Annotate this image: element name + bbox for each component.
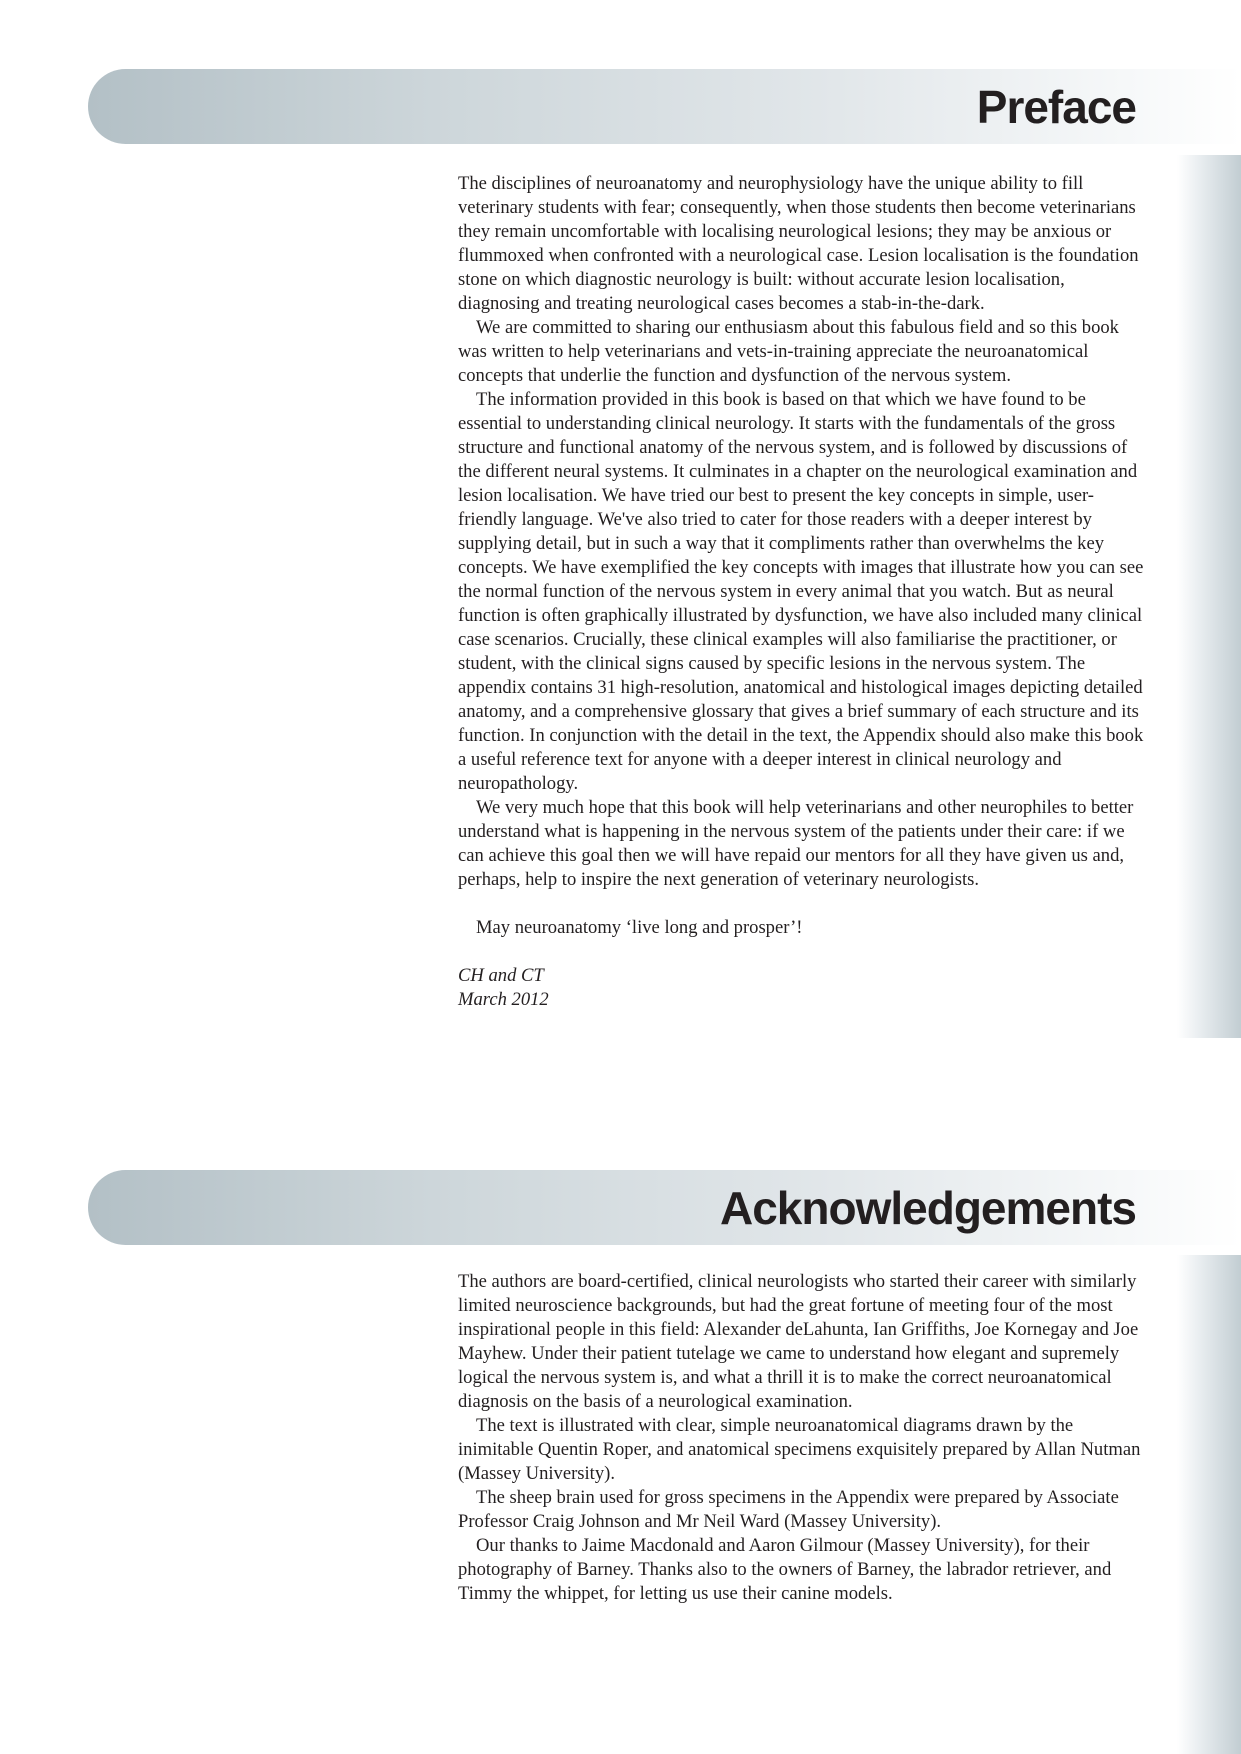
page-edge-decoration bbox=[1177, 1255, 1241, 1754]
signature-date: March 2012 bbox=[458, 989, 549, 1010]
preface-heading: Preface bbox=[976, 80, 1136, 133]
acknowledgements-paragraph: Our thanks to Jaime Macdonald and Aaron Gilmour (Massey University), for their photography of Barney. Thanks also to the owners of Barney, the labrador retriever, and Timmy the whippet, for letting us use their canine models. bbox=[458, 1535, 1112, 1604]
preface-body bbox=[458, 172, 1148, 1012]
acknowledgements-paragraph: The text is illustrated with clear, simple neuroanatomical diagrams drawn by the inimitable Quentin Roper, and anatomical specimens exquisitely prepared by Allan Nutman (Massey University). bbox=[458, 1415, 1141, 1484]
preface-paragraph: The disciplines of neuroanatomy and neurophysiology have the unique ability to fill veterinary students with fear; consequently, when those students then become veterinarians they remain uncomfortable with localising neurological lesions; they may be anxious or flummoxed when confronted with a neurological case. Lesion localisation is the foundation stone on which diagnostic neurology is built: without accurate lesion localisation, diagnosing and treating neurological cases becomes a stab-in-the-dark. bbox=[458, 173, 1139, 314]
preface-banner bbox=[88, 69, 1241, 144]
preface-paragraph: We very much hope that this book will help veterinarians and other neurophiles to better understand what is happening in the nervous system of the patients under their care: if we can achieve this goal then we will have repaid our mentors for all they have given us and, perhaps, help to inspire the next generation of veterinary neurologists. bbox=[458, 797, 1134, 890]
acknowledgements-banner bbox=[88, 1170, 1241, 1245]
acknowledgements-paragraph: The authors are board-certified, clinical neurologists who started their career with similarly limited neuroscience backgrounds, but had the great fortune of meeting four of the most inspirational people in this field: Alexander deLahunta, Ian Griffiths, Joe Kornegay and Joe Mayhew. Under their patient tutelage we came to understand how elegant and supremely logical the nervous system is, and what a thrill it is to make the correct neuroanatomical diagnosis on the basis of a neurological examination. bbox=[458, 1271, 1139, 1412]
preface-paragraph: May neuroanatomy ‘live long and prosper’! bbox=[476, 917, 803, 938]
page-edge-decoration bbox=[1177, 155, 1241, 1038]
acknowledgements-paragraph: The sheep brain used for gross specimens in the Appendix were prepared by Associate Professor Craig Johnson and Mr Neil Ward (Massey University). bbox=[458, 1487, 1119, 1532]
preface-paragraph: The information provided in this book is based on that which we have found to be essential to understanding clinical neurology. It starts with the fundamentals of the gross structure and functional anatomy of the nervous system, and is followed by discussions of the different neural systems. It culminates in a chapter on the neurological examination and lesion localisation. We have tried our best to present the key concepts in simple, user-friendly language. We've also tried to cater for those readers with a deeper interest by supplying detail, but in such a way that it compliments rather than overwhelms the key concepts. We have exemplified the key concepts with images that illustrate how you can see the normal function of the nervous system in every animal that you watch. But as neural function is often graphically illustrated by dysfunction, we have also included many clinical case scenarios. Crucially, these clinical examples will also familiarise the practitioner, or student, with the clinical signs caused by specific lesions in the nervous system. The appendix contains 31 high-resolution, anatomical and histological images depicting detailed anatomy, and a comprehensive glossary that gives a brief summary of each structure and its function. In conjunction with the detail in the text, the Appendix should also make this book a useful reference text for anyone with a deeper interest in clinical neurology and neuropathology. bbox=[458, 389, 1144, 794]
preface-signature bbox=[458, 964, 1148, 1012]
acknowledgements-heading: Acknowledgements bbox=[720, 1181, 1136, 1234]
preface-paragraph: We are committed to sharing our enthusiasm about this fabulous field and so this book was written to help veterinarians and vets-in-training appreciate the neuroanatomical concepts that underlie the function and dysfunction of the nervous system. bbox=[458, 317, 1119, 386]
acknowledgements-body bbox=[458, 1270, 1148, 1606]
signature-authors: CH and CT bbox=[458, 965, 544, 986]
